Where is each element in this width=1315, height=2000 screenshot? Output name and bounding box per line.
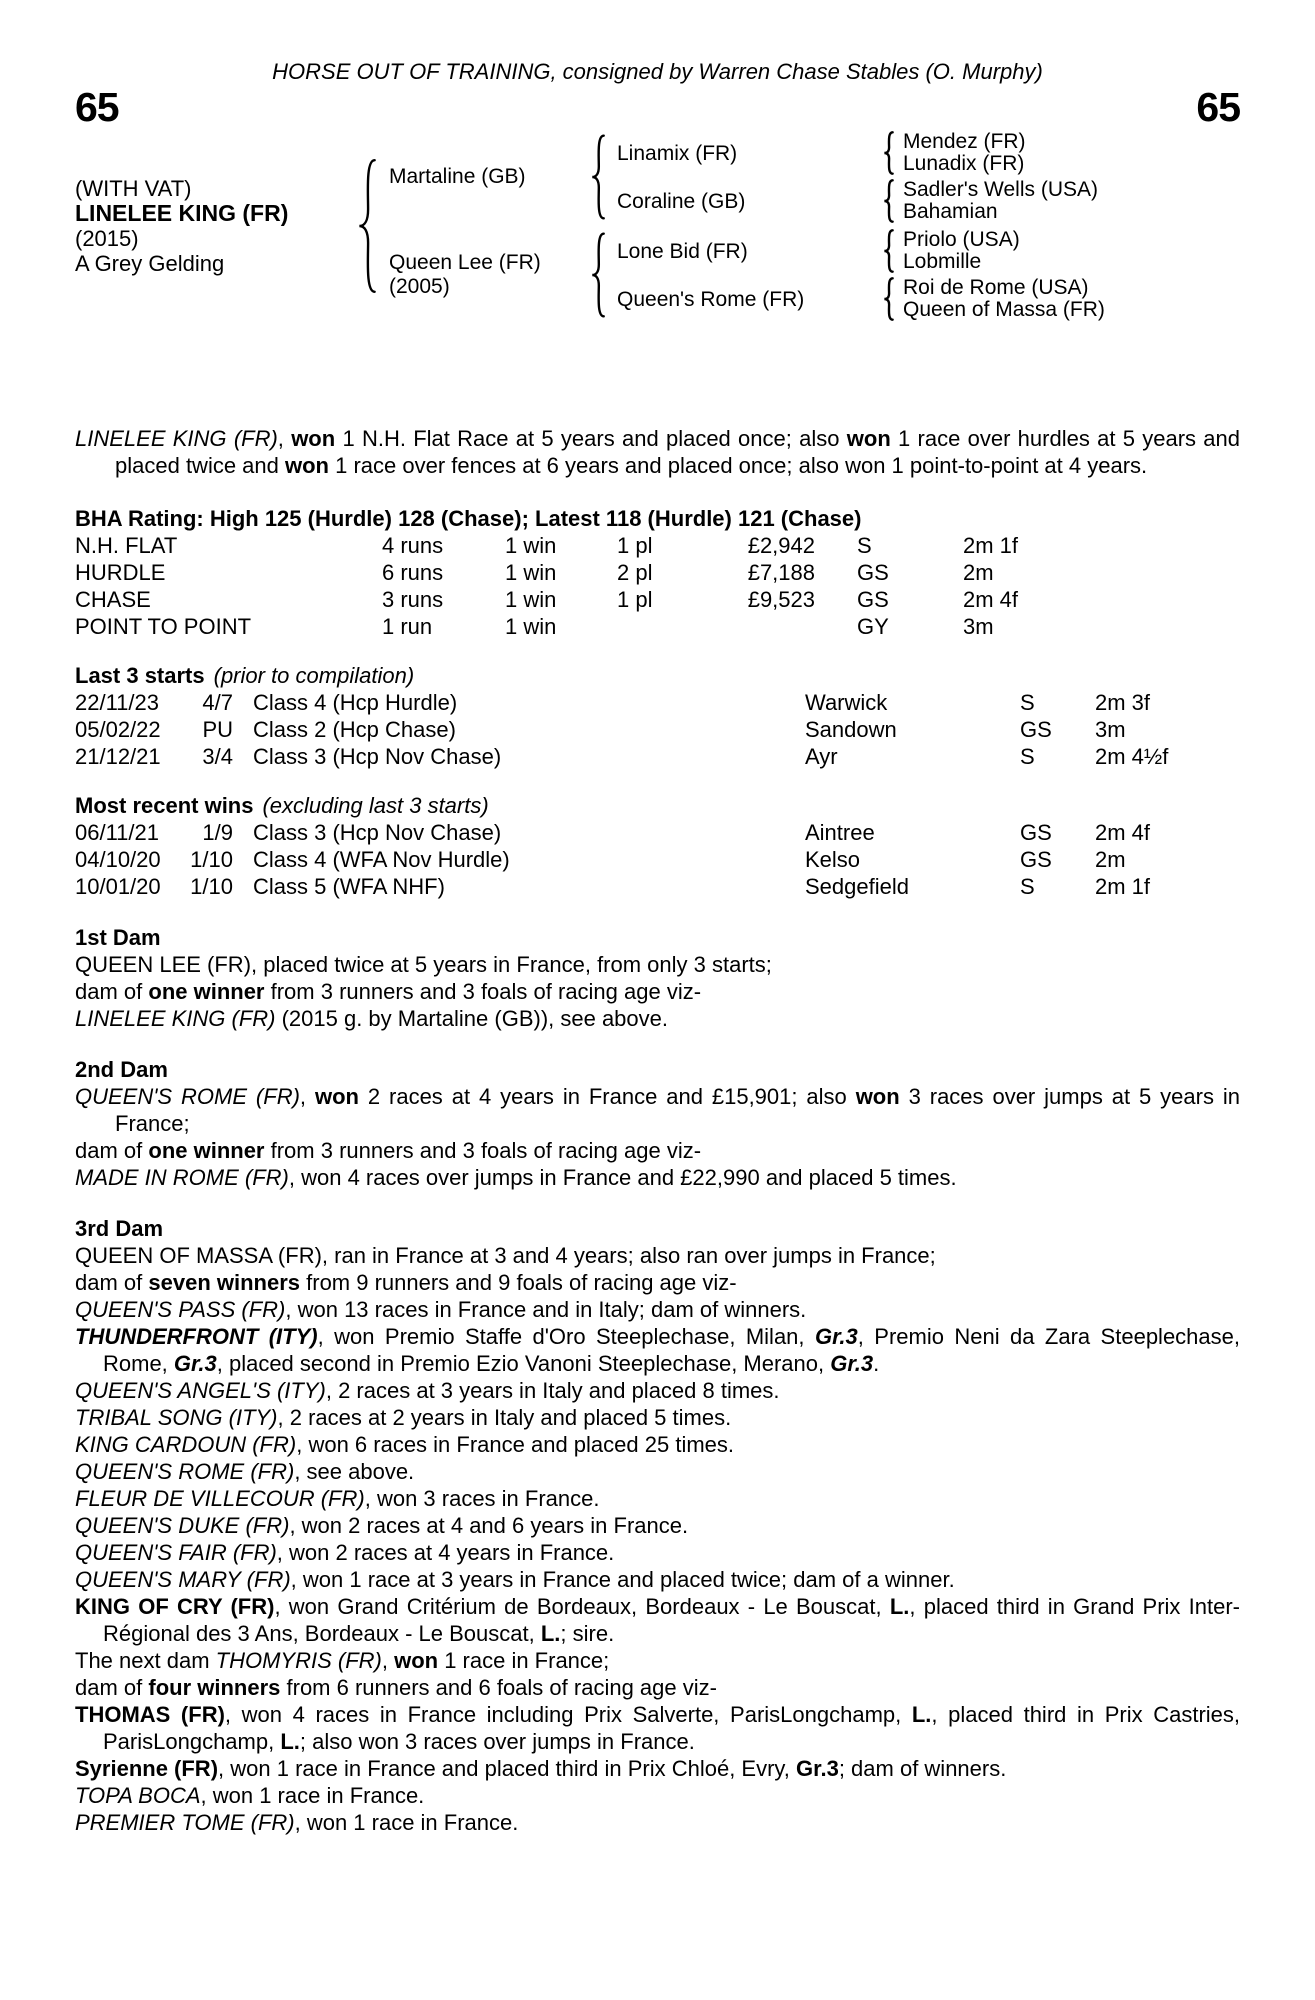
record-row: [75, 586, 1240, 613]
win-race: Class 4 (WFA Nov Hurdle): [253, 847, 510, 872]
dam-name-block: [389, 251, 589, 299]
record-category: CHASE: [75, 587, 151, 612]
record-category: HURDLE: [75, 560, 166, 585]
sire-name: Martaline (GB): [389, 165, 526, 188]
last-starts-title: Last 3 starts: [75, 663, 205, 688]
dam-dam-name: Queen's Rome (FR): [617, 287, 805, 311]
subject-description: A Grey Gelding: [75, 251, 225, 276]
subject-block: [75, 176, 355, 276]
record-row: [75, 532, 1240, 559]
lineage-paragraph: TOPA BOCA, won 1 race in France.: [75, 1783, 425, 1808]
ancestor-name: Lobmille: [903, 250, 982, 273]
ancestor-name: Priolo (USA): [903, 228, 1020, 251]
record-going: S: [857, 533, 872, 558]
win-date: 06/11/21: [75, 820, 160, 845]
dam-lineage-section: [75, 924, 1240, 1836]
brace-icon: [589, 133, 607, 221]
great-grandparent-pair: [903, 131, 1026, 175]
ancestor-name: Queen of Massa (FR): [903, 298, 1105, 321]
start-row: [75, 743, 1240, 770]
recent-wins-table: [75, 819, 1240, 900]
win-date: 10/01/20: [75, 874, 161, 899]
record-runs: 1 run: [382, 614, 433, 639]
record-row: [75, 559, 1240, 586]
great-grandparent-pair: [903, 277, 1105, 321]
win-course: Aintree: [805, 820, 875, 845]
record-runs: 4 runs: [382, 533, 444, 558]
race-summary: LINELEE KING (FR), won 1 N.H. Flat Race at 5 years and placed once; also won 1 race over hurdles at 5 years and placed twice and won 1 race over fences at 6 years and placed once; also won 1 point-to-point at 4 years.: [75, 426, 1240, 478]
pedigree-tree: [75, 131, 1240, 321]
recent-wins-subtitle: (excluding last 3 starts): [262, 793, 489, 818]
record-earnings: £9,523: [747, 587, 815, 612]
lineage-paragraph: QUEEN'S FAIR (FR), won 2 races at 4 years in France.: [75, 1540, 615, 1565]
win-row: [75, 873, 1240, 900]
record-earnings: [713, 613, 815, 640]
win-going: GS: [1020, 847, 1052, 872]
record-wins: 1 win: [505, 587, 557, 612]
brace-icon: [355, 156, 379, 296]
dam-grandparents: [607, 229, 1105, 321]
record-going: GS: [857, 587, 889, 612]
ancestor-name: Mendez (FR): [903, 130, 1026, 153]
win-row: [75, 846, 1240, 873]
sire-branch: [379, 131, 1105, 223]
brace-icon: [589, 231, 607, 319]
ancestor-name: Lunadix (FR): [903, 152, 1025, 175]
brace-icon: [882, 229, 895, 273]
win-going: GS: [1020, 820, 1052, 845]
start-course: Warwick: [805, 690, 888, 715]
record-distance: 2m: [963, 560, 994, 585]
lineage-paragraph: KING OF CRY (FR), won Grand Critérium de Bordeaux, Bordeaux - Le Bouscat, L., placed third in Grand Prix Inter-Régional des 3 Ans, Bordeaux - Le Bouscat, L.; sire.: [75, 1594, 1240, 1646]
start-race: Class 3 (Hcp Nov Chase): [253, 744, 502, 769]
record-wins: 1 win: [505, 614, 557, 639]
lineage-paragraph: QUEEN'S ANGEL'S (ITY), 2 races at 3 years in Italy and placed 8 times.: [75, 1378, 780, 1403]
sire-sire-branch: [607, 131, 1098, 175]
brace-icon: [882, 131, 895, 175]
recent-wins-title: Most recent wins: [75, 793, 254, 818]
start-position: 3/4: [202, 744, 233, 769]
start-course: Sandown: [805, 717, 897, 742]
ancestor-name: Roi de Rome (USA): [903, 276, 1089, 299]
record-category: N.H. FLAT: [75, 533, 178, 558]
lot-number-right: 65: [1196, 84, 1240, 130]
lineage-paragraph: QUEEN'S MARY (FR), won 1 race at 3 years in France and placed twice; dam of a winner.: [75, 1567, 955, 1592]
lineage-paragraph: QUEEN LEE (FR), placed twice at 5 years in France, from only 3 starts;: [75, 952, 772, 977]
generation-column: [379, 131, 1105, 321]
record-category: POINT TO POINT: [75, 614, 252, 639]
last-starts-heading: [75, 662, 1240, 689]
great-grandparent-pair: [903, 229, 1020, 273]
lineage-paragraph: dam of one winner from 3 runners and 3 foals of racing age viz-: [75, 1138, 702, 1163]
start-date: 22/11/23: [75, 690, 160, 715]
record-runs: 3 runs: [382, 587, 444, 612]
record-places: 1 pl: [617, 533, 653, 558]
start-date: 21/12/21: [75, 744, 161, 769]
bha-rating-line: BHA Rating: High 125 (Hurdle) 128 (Chase); Latest 118 (Hurdle) 121 (Chase): [75, 506, 862, 531]
win-course: Sedgefield: [805, 874, 909, 899]
win-position: 1/10: [190, 847, 233, 872]
win-distance: 2m 4f: [1095, 820, 1151, 845]
start-position: 4/7: [202, 690, 233, 715]
start-going: S: [1020, 690, 1035, 715]
sire-dam-branch: [607, 179, 1098, 223]
lineage-paragraph: MADE IN ROME (FR), won 4 races over jumps in France and £22,990 and placed 5 times.: [75, 1165, 957, 1190]
lineage-paragraph: LINELEE KING (FR) (2015 g. by Martaline (GB)), see above.: [75, 1006, 669, 1031]
record-wins: 1 win: [505, 533, 557, 558]
dam-branch: [379, 229, 1105, 321]
lineage-paragraph: PREMIER TOME (FR), won 1 race in France.: [75, 1810, 519, 1835]
lineage-paragraph: dam of one winner from 3 runners and 3 foals of racing age viz-: [75, 979, 702, 1004]
brace-icon: [882, 277, 895, 321]
win-going: S: [1020, 874, 1035, 899]
recent-wins-heading: [75, 792, 1240, 819]
lineage-paragraph: QUEEN'S DUKE (FR), won 2 races at 4 and 6 years in France.: [75, 1513, 689, 1538]
start-date: 05/02/22: [75, 717, 161, 742]
record-places: 1 pl: [617, 587, 653, 612]
win-distance: 2m 1f: [1095, 874, 1151, 899]
dam-name: Queen Lee (FR): [389, 251, 541, 274]
ancestor-name: Bahamian: [903, 200, 998, 223]
last-starts-subtitle: (prior to compilation): [213, 663, 415, 688]
record-distance: 3m: [963, 614, 994, 639]
win-date: 04/10/20: [75, 847, 161, 872]
lineage-paragraph: THUNDERFRONT (ITY), won Premio Staffe d'Oro Steeplechase, Milan, Gr.3, Premio Neni da Zara Steeplechase, Rome, Gr.3, placed second in Premio Ezio Vanoni Steeplechase, Merano, Gr.3.: [75, 1324, 1240, 1376]
subject-horse-name: LINELEE KING (FR): [75, 200, 289, 226]
lineage-paragraph: 1st Dam: [75, 925, 161, 950]
start-going: S: [1020, 744, 1035, 769]
win-course: Kelso: [805, 847, 861, 872]
lineage-paragraph: 3rd Dam: [75, 1216, 164, 1241]
lot-row: [75, 85, 1240, 129]
dam-sire-name: Lone Bid (FR): [617, 239, 748, 263]
start-distance: 2m 3f: [1095, 690, 1151, 715]
start-row: [75, 689, 1240, 716]
sire-grandparents: [607, 131, 1098, 223]
lineage-paragraph: The next dam THOMYRIS (FR), won 1 race in France;: [75, 1648, 610, 1673]
lineage-paragraph: Syrienne (FR), won 1 race in France and placed third in Prix Chloé, Evry, Gr.3; dam of winners.: [75, 1756, 1007, 1781]
win-position: 1/9: [202, 820, 233, 845]
win-row: [75, 819, 1240, 846]
dam-sire-branch: [607, 229, 1105, 273]
with-vat-label: (WITH VAT): [75, 176, 192, 201]
start-course: Ayr: [805, 744, 838, 769]
record-going: GY: [857, 614, 889, 639]
win-distance: 2m: [1095, 847, 1126, 872]
sire-dam-name: Coraline (GB): [617, 189, 746, 213]
brace-icon: [882, 179, 895, 223]
start-distance: 3m: [1095, 717, 1126, 742]
win-position: 1/10: [190, 874, 233, 899]
record-places: 2 pl: [617, 560, 653, 585]
lineage-paragraph: TRIBAL SONG (ITY), 2 races at 2 years in Italy and placed 5 times.: [75, 1405, 732, 1430]
record-runs: 6 runs: [382, 560, 444, 585]
lineage-paragraph: dam of four winners from 6 runners and 6 foals of racing age viz-: [75, 1675, 717, 1700]
lineage-paragraph: KING CARDOUN (FR), won 6 races in France and placed 25 times.: [75, 1432, 735, 1457]
win-race: Class 5 (WFA NHF): [253, 874, 445, 899]
record-earnings: £7,188: [747, 560, 815, 585]
dam-dam-branch: [607, 277, 1105, 321]
lot-number-left: 65: [75, 84, 119, 130]
sire-sire-name: Linamix (FR): [617, 141, 738, 165]
record-going: GS: [857, 560, 889, 585]
record-distance: 2m 1f: [963, 533, 1019, 558]
lineage-paragraph: dam of seven winners from 9 runners and 9 foals of racing age viz-: [75, 1270, 737, 1295]
record-places: [617, 613, 713, 640]
ancestor-name: Sadler's Wells (USA): [903, 178, 1098, 201]
start-row: [75, 716, 1240, 743]
start-race: Class 4 (Hcp Hurdle): [253, 690, 458, 715]
start-distance: 2m 4½f: [1095, 744, 1169, 769]
lineage-paragraph: QUEEN'S ROME (FR), see above.: [75, 1459, 415, 1484]
lineage-paragraph: THOMAS (FR), won 4 races in France including Prix Salverte, ParisLongchamp, L., placed third in Prix Castries, ParisLongchamp, L.; also won 3 races over jumps in France.: [75, 1702, 1241, 1754]
record-wins: 1 win: [505, 560, 557, 585]
record-distance: 2m 4f: [963, 587, 1019, 612]
consignor-line: HORSE OUT OF TRAINING, consigned by Warren Chase Stables (O. Murphy): [272, 59, 1043, 84]
subject-year: (2015): [75, 226, 139, 251]
start-position: PU: [202, 717, 233, 742]
race-record-table: [75, 532, 1240, 640]
lineage-paragraph: QUEEN'S PASS (FR), won 13 races in France and in Italy; dam of winners.: [75, 1297, 807, 1322]
win-race: Class 3 (Hcp Nov Chase): [253, 820, 502, 845]
lineage-paragraph: QUEEN'S ROME (FR), won 2 races at 4 years in France and £15,901; also won 3 races over jumps at 5 years in France;: [75, 1084, 1240, 1136]
last-starts-table: [75, 689, 1240, 770]
lineage-paragraph: QUEEN OF MASSA (FR), ran in France at 3 and 4 years; also ran over jumps in France;: [75, 1243, 936, 1268]
dam-year: (2005): [389, 275, 450, 298]
start-race: Class 2 (Hcp Chase): [253, 717, 456, 742]
record-earnings: £2,942: [747, 533, 815, 558]
lineage-paragraph: FLEUR DE VILLECOUR (FR), won 3 races in France.: [75, 1486, 600, 1511]
great-grandparent-pair: [903, 179, 1098, 223]
start-going: GS: [1020, 717, 1052, 742]
record-row: [75, 613, 1240, 640]
lineage-paragraph: 2nd Dam: [75, 1057, 168, 1082]
